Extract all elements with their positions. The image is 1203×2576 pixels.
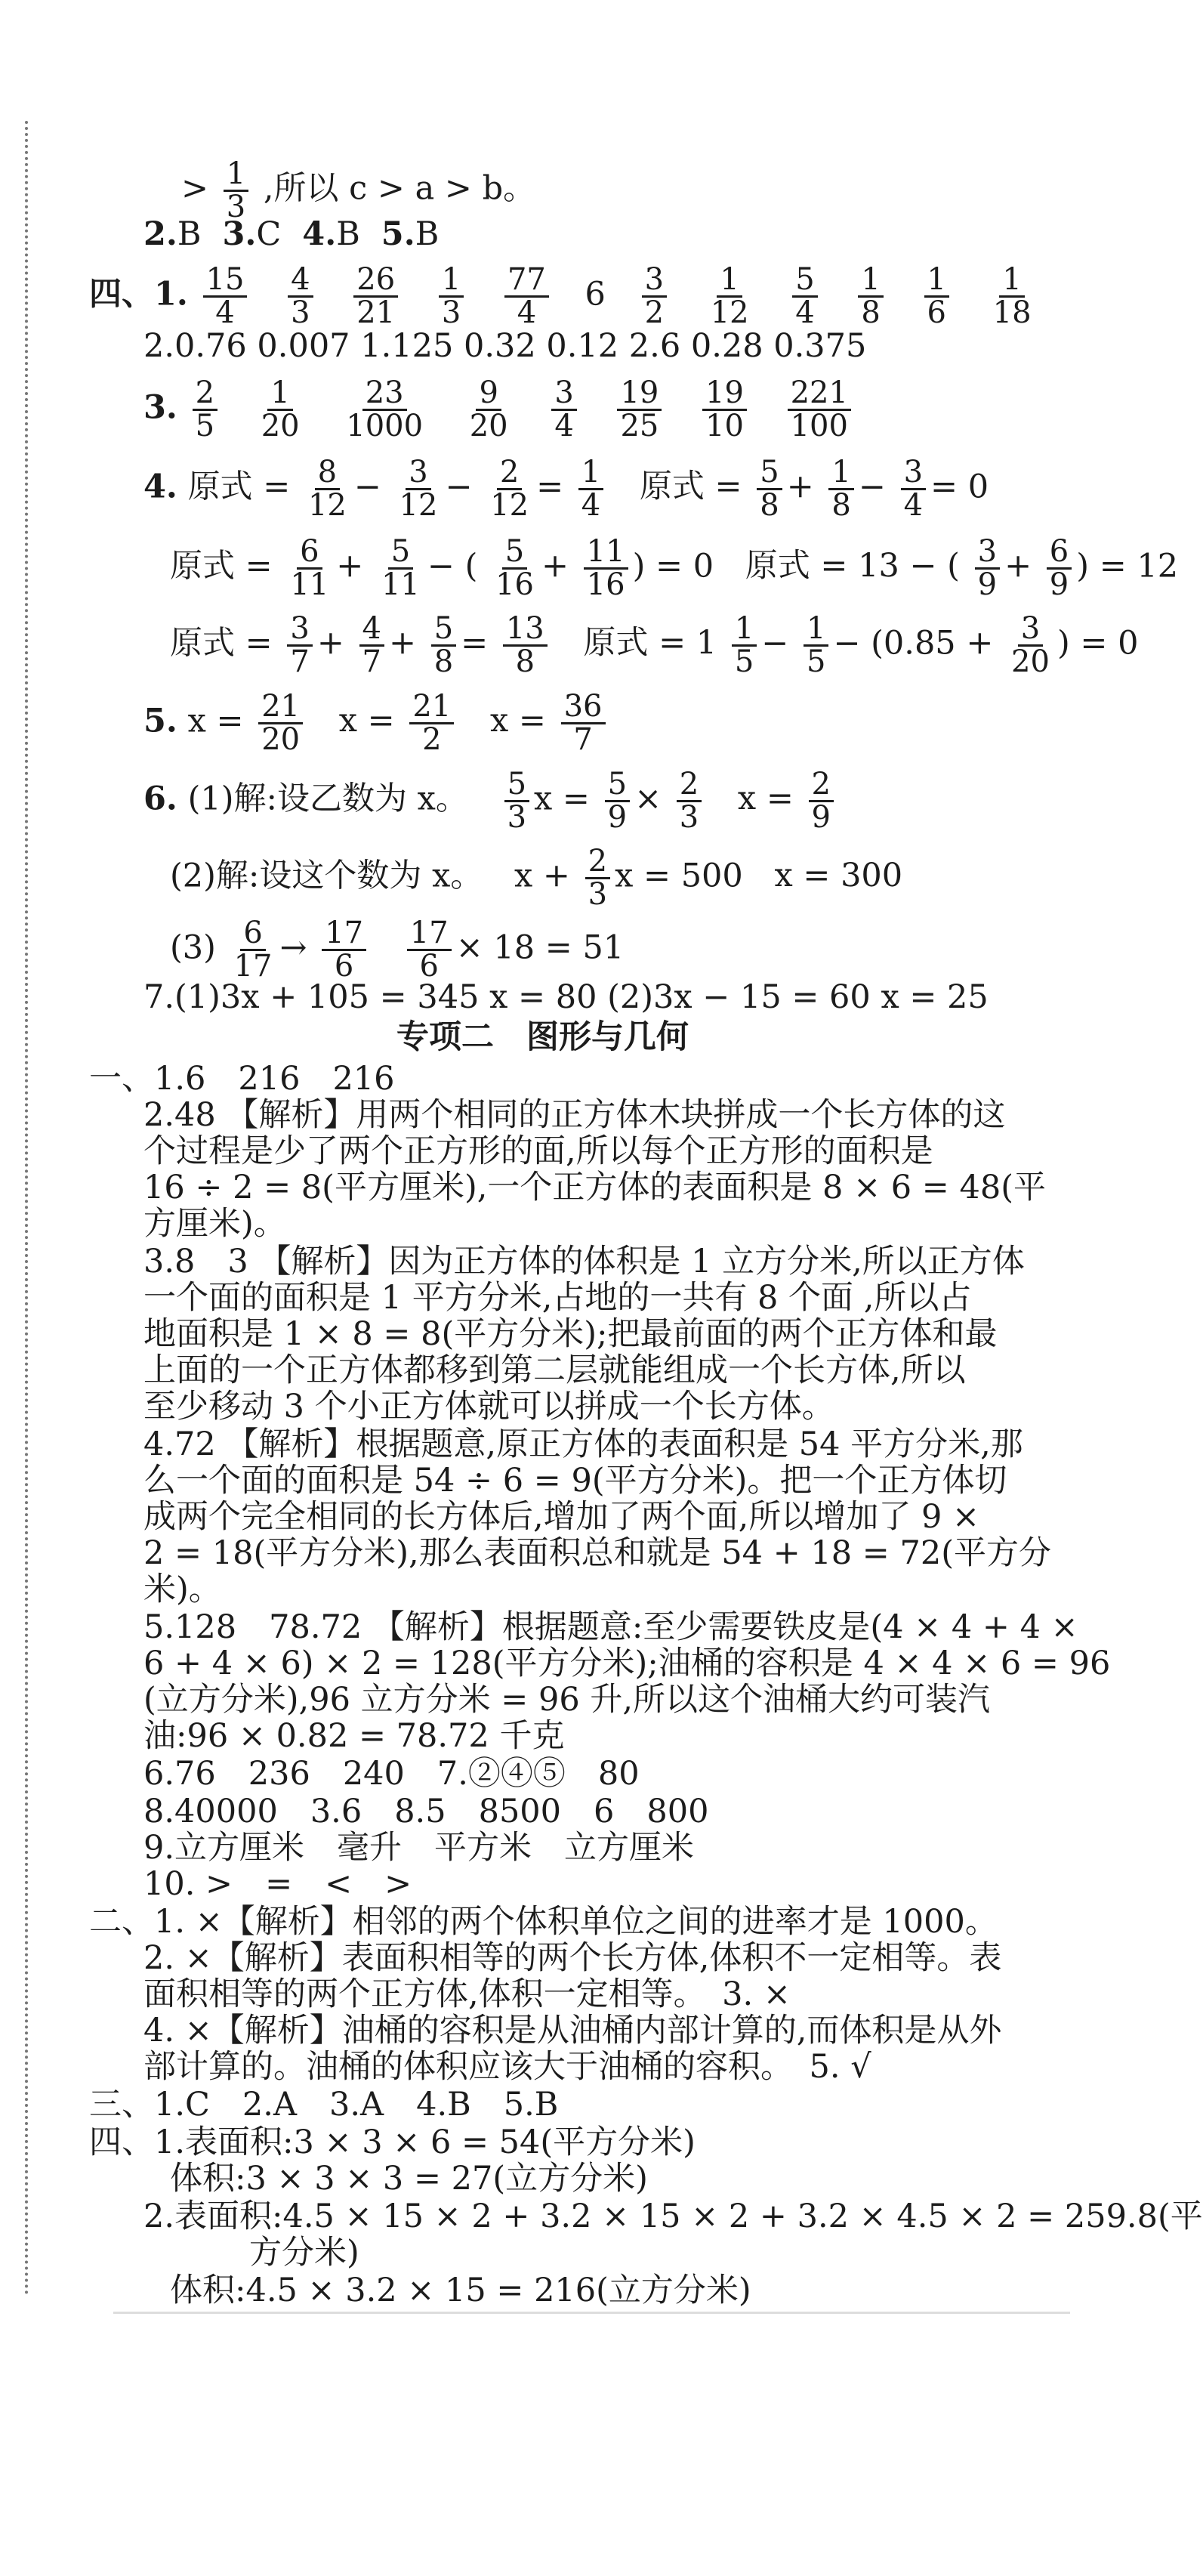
binding-margin-dotted-line — [25, 121, 28, 2296]
text-line: 至少移动 3 个小正方体就可以拼成一个长方体。 — [143, 1388, 834, 1425]
q4-row10-word-problem: (3) $\frac{6}{17}$ → $\frac{17}{6}$ $\frac{17}{6}$ × 18 = 51 — [170, 916, 625, 984]
text-line: 三、1.C 2.A 3.A 4.B 5.B — [89, 2086, 559, 2124]
q4-row8-word-problem: 6. (1)解:设乙数为 x。 $\frac{5}{3}$ x = $\frac{5}{9}$ × $\frac{2}{3}$ x = $\frac{2}{9}$ — [143, 769, 838, 833]
text-line: 4.72 【解析】根据题意,原正方体的表面积是 54 平方分米,那 — [143, 1425, 1023, 1463]
text-line: 一个面的面积是 1 平方分米,占地的一共有 8 个面 ,所以占 — [143, 1279, 972, 1317]
q4-row11-equations: 7.(1)3x + 105 = 345 x = 80 (2)3x − 15 = 60 x = 25 — [143, 978, 989, 1016]
q4-row4-equation: 4. 原式 = $\frac{8}{12}$ − $\frac{3}{12}$ − $\frac{2}{12}$ = $\frac{1}{4}$ 原式 = $\frac{5}{8}$ + $\frac{1}{8}$ − $\frac{3}{4}$ = 0 — [143, 455, 989, 523]
text-line: 米)。 — [143, 1571, 221, 1608]
text-line: 方分米) — [249, 2234, 359, 2272]
text-line: 6.76 236 240 7.②④⑤ 80 — [143, 1755, 640, 1793]
text-line: 四、1.表面积:3 × 3 × 6 = 54(平方分米) — [89, 2124, 696, 2161]
text-line: 3.8 3 【解析】因为正方体的体积是 1 立方分米,所以正方体 — [143, 1243, 1025, 1280]
text-line: 16 ÷ 2 = 8(平方厘米),一个正方体的表面积是 8 × 6 = 48(平 — [143, 1169, 1046, 1206]
text-line: 成两个完全相同的长方体后,增加了两个面,所以增加了 9 × — [143, 1498, 980, 1536]
text-line: 5.128 78.72 【解析】根据题意:至少需要铁皮是(4 × 4 + 4 × — [143, 1608, 1078, 1646]
text-line: 2.48 【解析】用两个相同的正方体木块拼成一个长方体的这 — [143, 1096, 1006, 1134]
text-line: 10. > = < > — [143, 1865, 412, 1903]
text-line: 二、1. ×【解析】相邻的两个体积单位之间的进率才是 1000。 — [89, 1903, 998, 1941]
section-title: 专项二 图形与几何 — [396, 1018, 689, 1056]
text-line: 体积:3 × 3 × 3 = 27(立方分米) — [170, 2160, 648, 2198]
q4-row2-decimals: 2.0.76 0.007 1.125 0.32 0.12 2.6 0.28 0.375 — [143, 327, 867, 365]
choice-answers: 2.B 3.C 4.B 5.B — [143, 215, 440, 253]
text-line: 9.立方厘米 毫升 平方米 立方厘米 — [143, 1829, 695, 1867]
text-line: 体积:4.5 × 3.2 × 15 = 216(立方分米) — [170, 2272, 751, 2309]
text-line: 地面积是 1 × 8 = 8(平方分米);把最前面的两个正方体和最 — [143, 1315, 998, 1353]
text-line: 4. ×【解析】油桶的容积是从油桶内部计算的,而体积是从外 — [143, 2012, 1002, 2049]
q4-row6-equation: 原式 = $\frac{3}{7}$ + $\frac{4}{7}$ + $\frac{5}{8}$ = $\frac{13}{8}$ 原式 = 1 $\frac{1}{5}$ − $\frac{1}{5}$ − (0.85 + $\frac{3}{20}$ ) = 0 — [170, 611, 1139, 679]
text-line: 部计算的。油桶的体积应该大于油桶的容积。 5. √ — [143, 2048, 871, 2086]
text-line: 一、1.6 216 216 — [89, 1060, 395, 1098]
text-line: 6 + 4 × 6) × 2 = 128(平方分米);油桶的容积是 4 × 4 × 6 = 96 — [143, 1645, 1111, 1682]
bottom-divider — [113, 2312, 1070, 2314]
q4-row7-solutions: 5. x = $\frac{21}{20}$ x = $\frac{21}{2}$ x = $\frac{36}{7}$ — [143, 691, 610, 755]
text-line: 油:96 × 0.82 = 78.72 千克 — [143, 1717, 565, 1755]
text-line: 方厘米)。 — [143, 1205, 286, 1243]
q4-row9-word-problem: (2)解:设这个数为 x。 x + $\frac{2}{3}$ x = 500 x = 300 — [170, 844, 903, 912]
q4-row5-equation: 原式 = $\frac{6}{11}$ + $\frac{5}{11}$ − ( $\frac{5}{16}$ + $\frac{11}{16}$ ) = 0 原式 = 13 − ( $\frac{3}{9}$ + $\frac{6}{9}$ ) = 12 — [170, 534, 1179, 602]
text-line: 么一个面的面积是 54 ÷ 6 = 9(平方分米)。把一个正方体切 — [143, 1462, 1007, 1500]
text-line: (立方分米),96 立方分米 = 96 升,所以这个油桶大约可装汽 — [143, 1681, 991, 1719]
text-line: 个过程是少了两个正方形的面,所以每个正方形的面积是 — [143, 1132, 933, 1170]
compare-conclusion: > $\frac{1}{3}$ ,所以 c > a > b。 — [181, 156, 536, 224]
text-line: 2 = 18(平方分米),那么表面积总和就是 54 + 18 = 72(平方分 — [143, 1534, 1051, 1572]
text-line: 上面的一个正方体都移到第二层就能组成一个长方体,所以 — [143, 1351, 966, 1389]
text-line: 8.40000 3.6 8.5 8500 6 800 — [143, 1793, 709, 1830]
q4-row1-fractions: 四、1. $\frac{15}{4}$ $\frac{4}{3}$ $\frac{26}{21}$ $\frac{1}{3}$ $\frac{77}{4}$ 6 $\frac{3}{2}$ $\frac{1}{12}$ $\frac{5}{4}$ $\frac{1}{8}$ $\frac{1}{6}$ $\frac{1}{18}$ — [89, 262, 1032, 330]
text-line: 2. ×【解析】表面积相等的两个长方体,体积不一定相等。表 — [143, 1939, 1002, 1977]
q4-row3-fractions: 3. $\frac{2}{5}$ $\frac{1}{20}$ $\frac{23}{1000}$ $\frac{9}{20}$ $\frac{3}{4}$ $\frac{19}{25}$ $\frac{19}{10}$ $\frac{221}{100}$ — [143, 378, 856, 442]
text-line: 2.表面积:4.5 × 15 × 2 + 3.2 × 15 × 2 + 3.2 × 4.5 × 2 = 259.8(平 — [143, 2198, 1203, 2235]
text-line: 面积相等的两个正方体,体积一定相等。 3. × — [143, 1975, 791, 2013]
fraction: $\frac{1}{3}$ — [224, 159, 248, 223]
